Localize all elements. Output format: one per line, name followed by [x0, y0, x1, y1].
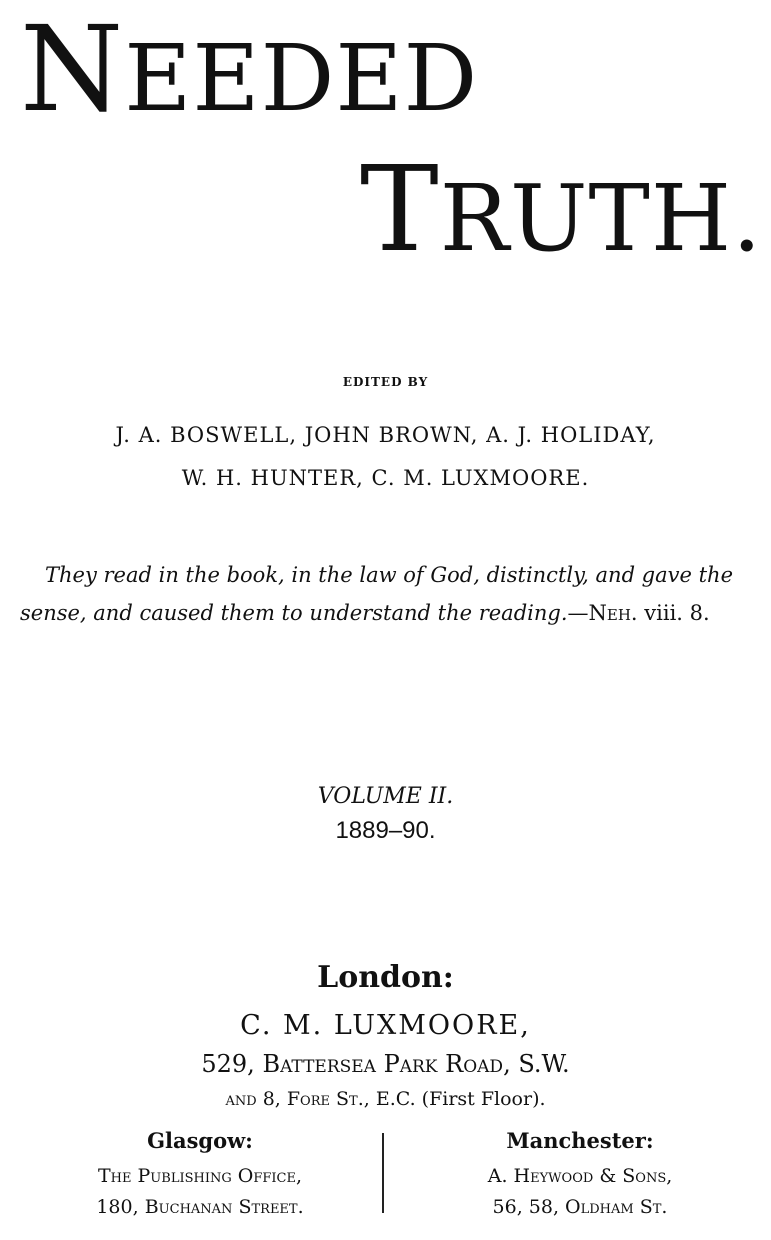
- epigraph-line-2: [20, 601, 710, 625]
- address-2-street: and 8, Fore St.: [225, 1088, 364, 1110]
- publisher-address-2: [0, 1088, 771, 1110]
- glasgow-line-2: [35, 1192, 365, 1223]
- manchester-street: Oldham St.: [565, 1196, 668, 1218]
- epigraph-reference-verse: viii. 8.: [637, 601, 710, 625]
- volume-years: 1889–90.: [335, 817, 436, 844]
- epigraph-reference-book: —Neh.: [567, 601, 638, 625]
- glasgow-agent: [35, 1128, 365, 1223]
- editors-line-1: J. A. BOSWELL, JOHN BROWN, A. J. HOLIDAY,: [115, 423, 656, 447]
- publisher-name: C. M. LUXMOORE,: [240, 1010, 531, 1041]
- address-street: Battersea Park Road: [262, 1050, 504, 1078]
- title-truth-rest: RUTH.: [439, 165, 763, 272]
- glasgow-street-number: 180,: [96, 1196, 145, 1218]
- title-needed-initial: N: [20, 0, 125, 138]
- manchester-city: Manchester:: [506, 1128, 654, 1153]
- manchester-line-1: A. Heywood & Sons,: [487, 1165, 673, 1187]
- glasgow-line-1: The Publishing Office,: [97, 1165, 302, 1187]
- title-needed: [20, 0, 479, 138]
- publisher-address: [0, 1050, 771, 1078]
- epigraph-line-2-text: sense, and caused them to understand the reading.: [20, 601, 568, 625]
- manchester-street-number: 56, 58,: [492, 1196, 566, 1218]
- epigraph-line-1: They read in the book, in the law of God, distinctly, and gave the: [45, 563, 734, 587]
- edited-by-heading: EDITED BY: [342, 375, 429, 389]
- title-truth-initial: T: [360, 140, 440, 278]
- volume-label: VOLUME II.: [317, 784, 454, 809]
- glasgow-city: Glasgow:: [147, 1128, 253, 1153]
- imprint-city: London:: [317, 960, 454, 995]
- address-2-rest: , E.C. (First Floor).: [363, 1088, 546, 1110]
- glasgow-street: Buchanan Street.: [144, 1196, 304, 1218]
- editors-line-2: W. H. HUNTER, C. M. LUXMOORE.: [181, 466, 590, 490]
- title-needed-rest: EEDED: [124, 25, 479, 132]
- column-divider: [382, 1133, 384, 1213]
- address-district: , S.W.: [503, 1050, 570, 1078]
- title-truth: [360, 140, 763, 278]
- manchester-agent: [415, 1128, 745, 1223]
- manchester-line-2: [415, 1192, 745, 1223]
- address-number: 529,: [201, 1050, 263, 1078]
